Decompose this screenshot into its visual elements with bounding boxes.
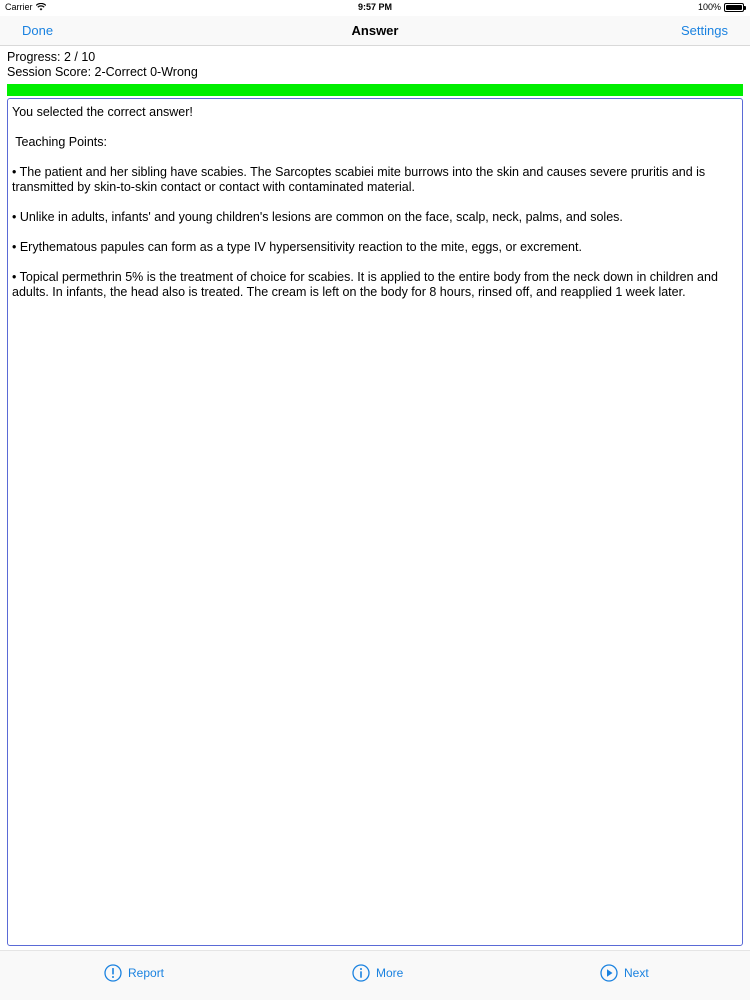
battery-indicator: [698, 2, 744, 12]
status-bar: [0, 0, 750, 16]
carrier-label: Carrier: [5, 2, 33, 12]
next-button[interactable]: [600, 964, 649, 982]
done-button[interactable]: Done: [22, 23, 54, 38]
more-label: More: [376, 966, 404, 980]
status-time: 9:57 PM: [357, 2, 392, 12]
play-circle-icon: [600, 964, 618, 982]
session-info: [7, 50, 198, 80]
progress-text: Progress: 2 / 10: [7, 50, 96, 64]
teaching-point: • Topical permethrin 5% is the treatment of choice for scabies. It is applied to the entire body from the neck down in children and adults. In infants, the head also is treated. The cream is left on the body for 8 hours, rinsed off, and reapplied 1 week later.: [12, 270, 718, 299]
more-button[interactable]: [352, 964, 403, 982]
navigation-bar: [0, 16, 750, 46]
progress-bar: [7, 84, 743, 96]
teaching-point: • Unlike in adults, infants' and young children's lesions are common on the face, scalp, neck, palms, and soles.: [12, 210, 623, 224]
page-title: Answer: [351, 23, 399, 38]
battery-percent: 100%: [697, 2, 721, 12]
report-label: Report: [128, 966, 165, 980]
teaching-point: • The patient and her sibling have scabies. The Sarcoptes scabiei mite burrows into the skin and causes severe pruritis and is transmitted by skin-to-skin contact or contact with contaminated material.: [12, 165, 706, 194]
info-circle-icon: [352, 964, 370, 982]
bottom-toolbar: [0, 950, 750, 1000]
exclamation-circle-icon: [104, 964, 122, 982]
teaching-point: • Erythematous papules can form as a type IV hypersensitivity reaction to the mite, eggs, or excrement.: [12, 240, 582, 254]
teaching-points-heading: Teaching Points:: [12, 135, 107, 149]
next-label: Next: [624, 966, 649, 980]
report-button[interactable]: [104, 964, 164, 982]
progress-bar-fill: [7, 84, 743, 96]
answer-text-view[interactable]: [7, 98, 743, 946]
answer-result: You selected the correct answer!: [12, 105, 193, 119]
settings-button[interactable]: Settings: [681, 23, 728, 38]
session-score-text: Session Score: 2-Correct 0-Wrong: [7, 65, 198, 79]
battery-icon: [724, 3, 744, 12]
